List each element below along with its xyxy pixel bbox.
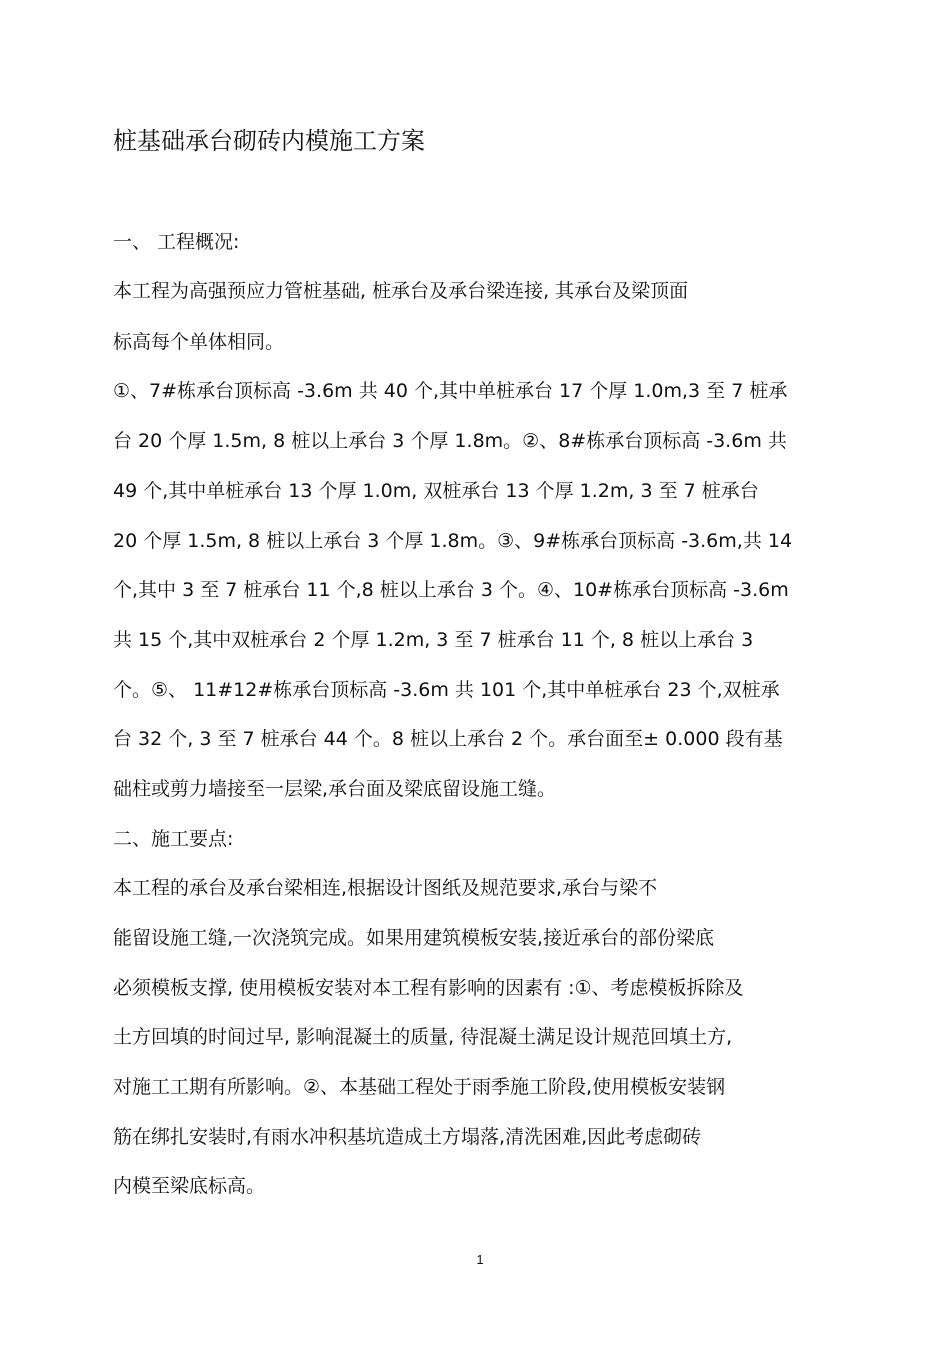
paragraph-line: 49 个,其中单桩承台 13 个厚 1.0m, 双桩承台 13 个厚 1.2m, 3 至 7 桩承台 bbox=[113, 480, 759, 502]
paragraph-line: 对施工工期有所影响。②、本基础工程处于雨季施工阶段,使用模板安装钢 bbox=[113, 1076, 726, 1098]
paragraph-line: 土方回填的时间过早, 影响混凝土的质量, 待混凝土满足设计规范回填土方, bbox=[113, 1026, 733, 1048]
paragraph-line: 台 20 个厚 1.5m, 8 桩以上承台 3 个厚 1.8m。②、8#栋承台顶标高 -3.6m 共 bbox=[113, 430, 787, 452]
paragraph-line: 个,其中 3 至 7 桩承台 11 个,8 桩以上承台 3 个。④、10#栋承台顶标高 -3.6m bbox=[113, 579, 789, 601]
paragraph-line: 个。⑤、 11#12#栋承台顶标高 -3.6m 共 101 个,其中单桩承台 23 个,双桩承 bbox=[113, 679, 780, 701]
paragraph-line: 20 个厚 1.5m, 8 桩以上承台 3 个厚 1.8m。③、9#栋承台顶标高 -3.6m,共 14 bbox=[113, 530, 793, 552]
paragraph-line: 本工程为高强预应力管桩基础, 桩承台及承台梁连接, 其承台及梁顶面 bbox=[113, 280, 689, 302]
section-heading-overview: 一、 工程概况: bbox=[113, 231, 240, 253]
section-heading-key-points: 二、施工要点: bbox=[113, 828, 234, 850]
paragraph-line: 本工程的承台及承台梁相连,根据设计图纸及规范要求,承台与梁不 bbox=[113, 877, 658, 899]
paragraph-line: ①、7#栋承台顶标高 -3.6m 共 40 个,其中单桩承台 17 个厚 1.0m,3 至 7 桩承 bbox=[113, 380, 788, 402]
paragraph-line: 筋在绑扎安装时,有雨水冲积基坑造成土方塌落,清洗困难,因此考虑砌砖 bbox=[113, 1126, 702, 1148]
paragraph-line: 必须模板支撑, 使用模板安装对本工程有影响的因素有 :①、考虑模板拆除及 bbox=[113, 977, 744, 999]
document-title: 桩基础承台砌砖内模施工方案 bbox=[113, 127, 425, 155]
page-number: 1 bbox=[476, 1252, 484, 1267]
paragraph-line: 能留设施工缝,一次浇筑完成。如果用建筑模板安装,接近承台的部份梁底 bbox=[113, 927, 715, 949]
paragraph-line: 内模至梁底标高。 bbox=[113, 1175, 266, 1197]
paragraph-line: 础柱或剪力墙接至一层梁,承台面及梁底留设施工缝。 bbox=[113, 778, 557, 800]
paragraph-line: 共 15 个,其中双桩承台 2 个厚 1.2m, 3 至 7 桩承台 11 个, 8 桩以上承台 3 bbox=[113, 629, 754, 651]
paragraph-line: 标高每个单体相同。 bbox=[113, 331, 285, 353]
paragraph-line: 台 32 个, 3 至 7 桩承台 44 个。8 桩以上承台 2 个。承台面至± 0.000 段有基 bbox=[113, 728, 783, 750]
